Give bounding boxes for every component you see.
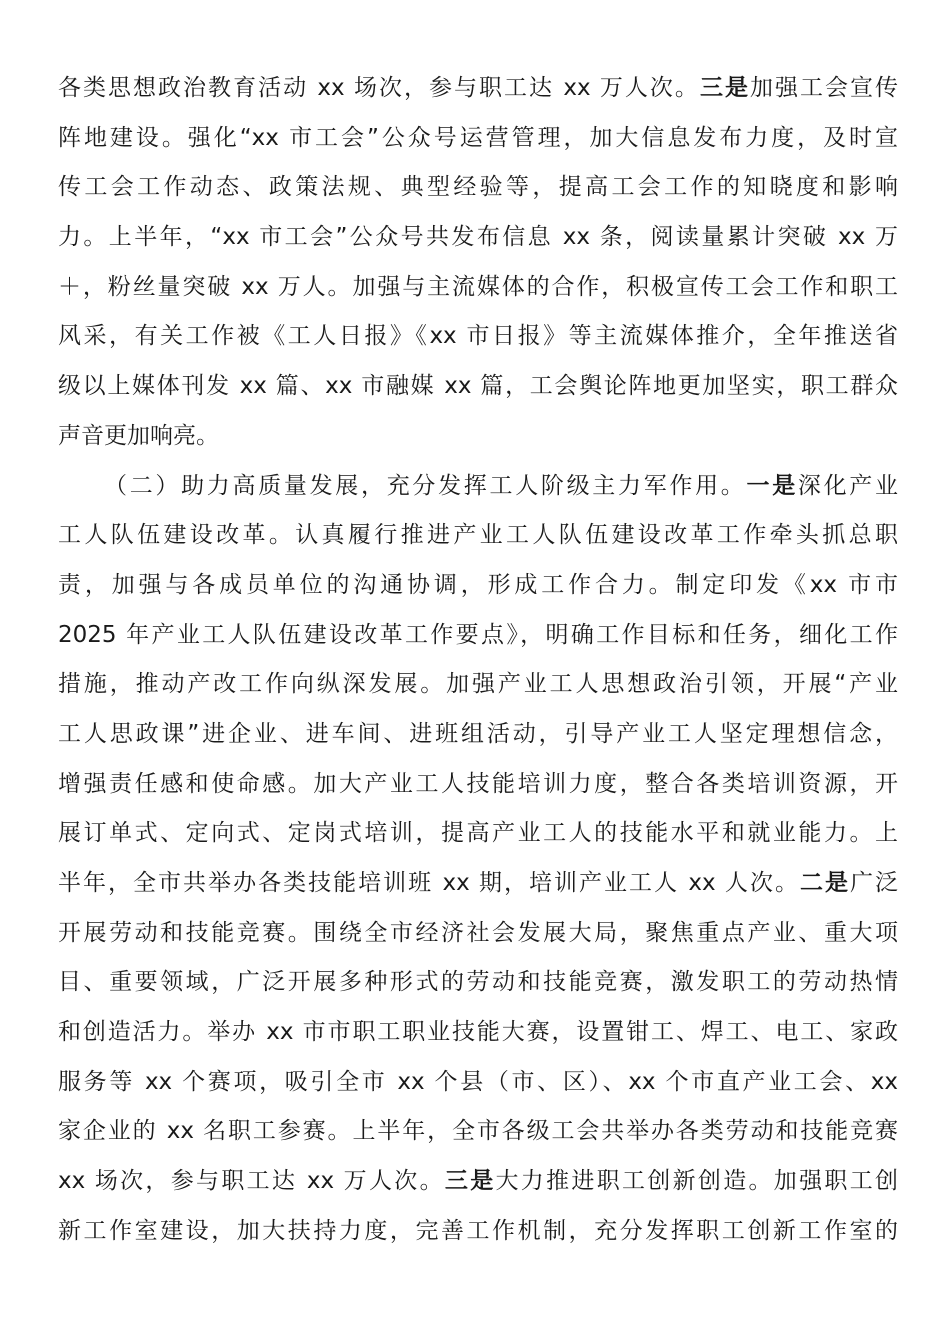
text-line: 增强责任感和使命感。加大产业工人技能培训力度，整合各类培训资源，开 (58, 770, 898, 797)
text-line: 和创造活力。举办 xx 市市职工职业技能大赛，设置钳工、焊工、电工、家政 (58, 1019, 898, 1046)
bold-keyword: 二是 (799, 870, 850, 896)
bold-keyword: 三是 (699, 75, 750, 101)
text-line: ＋，粉丝量突破 xx 万人。加强与主流媒体的合作，积极宣传工会工作和职工 (58, 273, 898, 300)
text-line: 家企业的 xx 名职工参赛。上半年，全市各级工会共举办各类劳动和技能竞赛 (58, 1118, 898, 1145)
text-line: 服务等 xx 个赛项，吸引全市 xx 个县（市、区）、xx 个市直产业工会、xx (58, 1068, 898, 1095)
text-line: xx 场次，参与职工达 xx 万人次。三是大力推进职工创新创造。加强职工创 (58, 1168, 899, 1195)
text-line: 阵地建设。强化“xx 市工会”公众号运营管理，加大信息发布力度，及时宣 (58, 124, 898, 151)
text-line: 工人思政课”进企业、进车间、进班组活动，引导产业工人坚定理想信念， (58, 720, 898, 747)
text-line: 展订单式、定向式、定岗式培训，提高产业工人的技能水平和就业能力。上 (58, 820, 898, 847)
text-line: 半年，全市共举办各类技能培训班 xx 期，培训产业工人 xx 人次。二是广泛 (58, 870, 899, 896)
text-line: 各类思想政治教育活动 xx 场次，参与职工达 xx 万人次。三是加强工会宣传 (58, 75, 899, 101)
text-line: 力。上半年，“xx 市工会”公众号共发布信息 xx 条，阅读量累计突破 xx 万 (58, 224, 898, 251)
text-line: 目、重要领域，广泛开展多种形式的劳动和技能竞赛，激发职工的劳动热情 (58, 969, 898, 996)
text-line: 工人队伍建设改革。认真履行推进产业工人队伍建设改革工作牵头抓总职 (58, 522, 898, 549)
text-line: 责，加强与各成员单位的沟通协调，形成工作合力。制定印发《xx 市市 (58, 571, 898, 598)
text-line: 传工会工作动态、政策法规、典型经验等，提高工会工作的知晓度和影响 (58, 174, 898, 201)
text-line: 措施，推动产改工作向纵深发展。加强产业工人思想政治引领，开展“产业 (58, 671, 898, 698)
text-line: 新工作室建设，加大扶持力度，完善工作机制，充分发挥职工创新工作室的 (58, 1217, 898, 1244)
bold-keyword: 一是 (746, 472, 798, 499)
text-line: 开展劳动和技能竞赛。围绕全市经济社会发展大局，聚焦重点产业、重大项 (58, 919, 898, 946)
document-body (58, 64, 898, 1257)
text-line: 2025 年产业工人队伍建设改革工作要点》，明确工作目标和任务，细化工作 (58, 621, 898, 648)
text-line: 风采，有关工作被《工人日报》《xx 市日报》等主流媒体推介，全年推送省 (58, 323, 898, 350)
bold-keyword: 三是 (444, 1168, 496, 1195)
text-line: 级以上媒体刊发 xx 篇、xx 市融媒 xx 篇，工会舆论阵地更加坚实，职工群众 (58, 373, 898, 400)
section-heading-line: （二）助力高质量发展，充分发挥工人阶级主力军作用。一是深化产业 (104, 472, 899, 499)
text-line-paragraph-end: 声音更加响亮。 (58, 422, 219, 449)
